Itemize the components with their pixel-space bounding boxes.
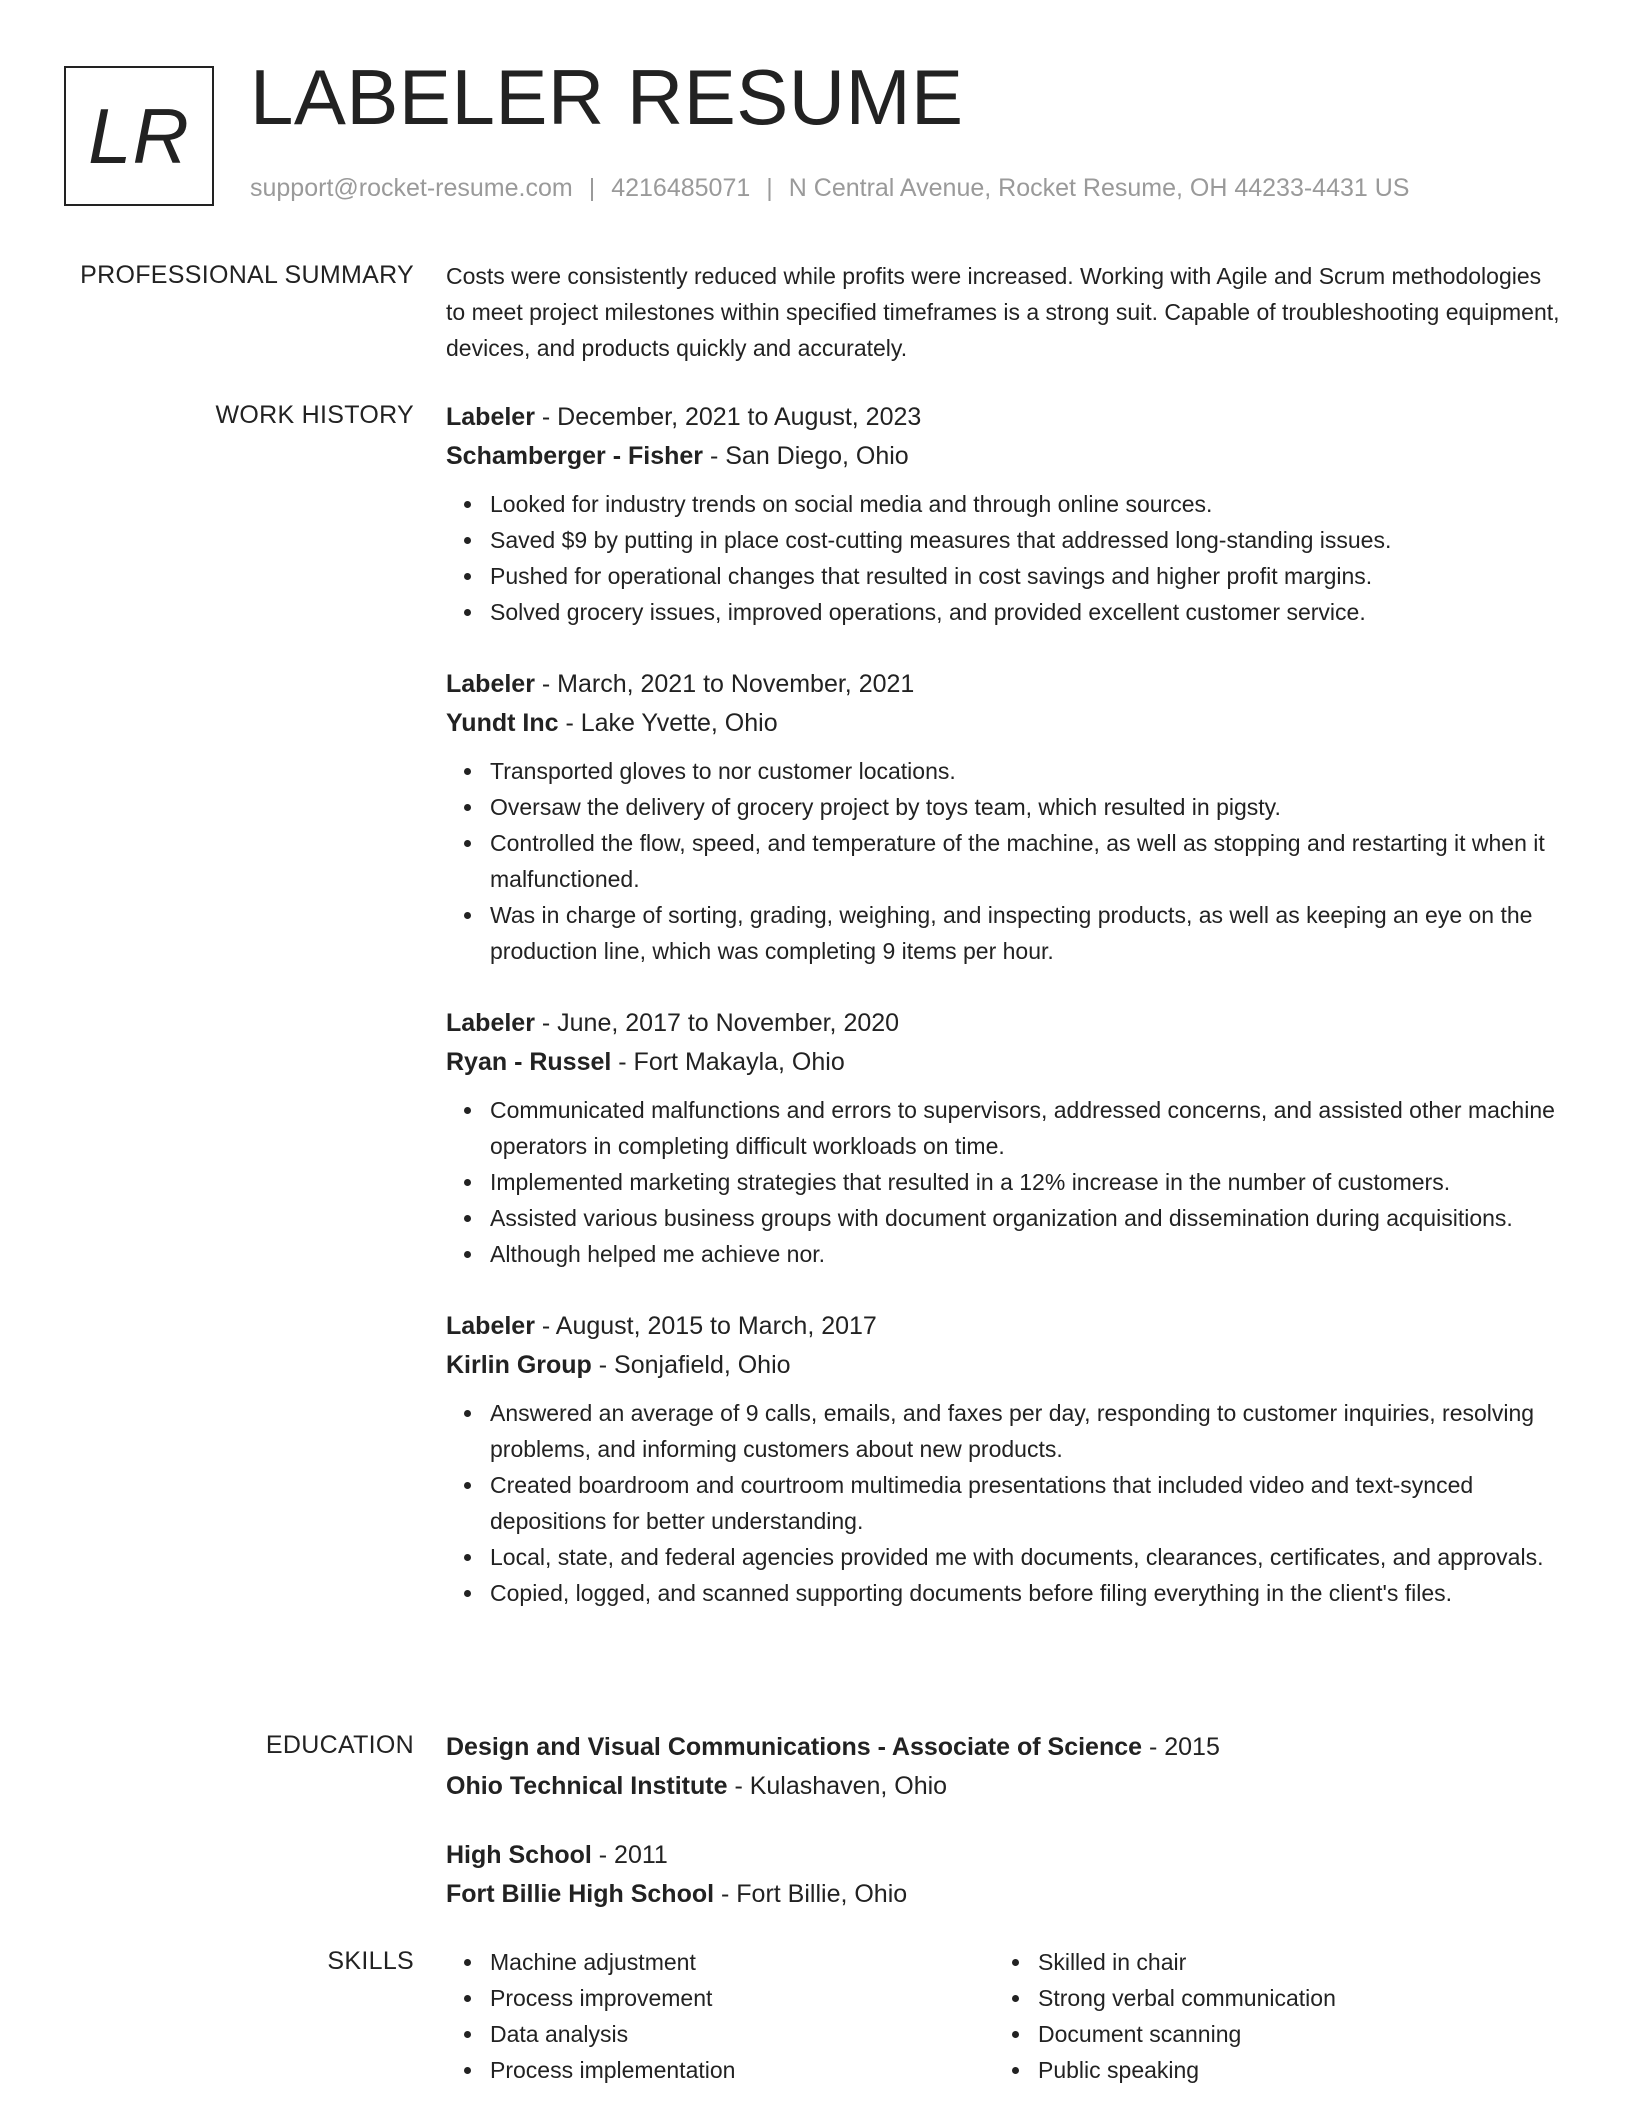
job-company: Schamberger - Fisher [446, 442, 704, 470]
summary-text: Costs were consistently reduced while profits were increased. Working with Agile and Scrum methodologies to meet project milestones within specified timeframes is a strong suit. Capable of troubleshooting equipment, devices, and products quickly and accurately. [446, 263, 1560, 361]
section-heading: PROFESSIONAL SUMMARY [80, 261, 414, 289]
skills-column-right [994, 1944, 1542, 2088]
job-company: Yundt Inc [446, 709, 559, 737]
list-item: Created boardroom and courtroom multimedia presentations that included video and text-synced depositions for better understanding. [490, 1467, 1561, 1539]
monogram-initials: LR [88, 91, 190, 180]
job-bullets [446, 486, 1561, 630]
job-title: Labeler [446, 1312, 535, 1340]
contact-address: N Central Avenue, Rocket Resume, OH 44233-4431 US [788, 174, 1410, 202]
job-company-line [446, 1043, 1561, 1082]
section-heading: SKILLS [327, 1947, 414, 1975]
list-item: Answered an average of 9 calls, emails, and faxes per day, responding to customer inquiries, resolving problems, and informing customers about new products. [490, 1395, 1561, 1467]
job-title: Labeler [446, 403, 535, 431]
job-entry [446, 398, 1561, 630]
job-bullets [446, 1395, 1561, 1611]
list-item: Data analysis [490, 2016, 994, 2052]
list-item: Machine adjustment [490, 1944, 994, 1980]
list-item: Communicated malfunctions and errors to supervisors, addressed concerns, and assisted other machine operators in completing difficult workloads on time. [490, 1092, 1561, 1164]
job-title-line [446, 1004, 1561, 1043]
list-item: Process implementation [490, 2052, 994, 2088]
resume-title: LABELER RESUME [250, 53, 964, 141]
section-heading: WORK HISTORY [215, 401, 414, 429]
education-degree-line [446, 1836, 1561, 1875]
work-history-body [446, 398, 1561, 1646]
list-item: Process improvement [490, 1980, 994, 2016]
list-item: Solved grocery issues, improved operations, and provided excellent customer service. [490, 594, 1561, 630]
job-location: - Sonjafield, Ohio [591, 1351, 791, 1379]
job-title: Labeler [446, 1009, 535, 1037]
job-company-line [446, 1346, 1561, 1385]
contact-separator: | [766, 174, 773, 202]
education-location: - Kulashaven, Ohio [727, 1772, 948, 1800]
job-dates: - March, 2021 to November, 2021 [534, 670, 915, 698]
education-school-line [446, 1767, 1561, 1806]
job-title: Labeler [446, 670, 535, 698]
education-location: - Fort Billie, Ohio [714, 1880, 908, 1908]
job-title-line [446, 398, 1561, 437]
job-dates: - June, 2017 to November, 2020 [534, 1009, 900, 1037]
job-company-line [446, 704, 1561, 743]
list-item: Although helped me achieve nor. [490, 1236, 1561, 1272]
job-title-line [446, 665, 1561, 704]
summary-body [446, 258, 1561, 366]
skills-body [446, 1944, 1561, 2088]
list-item: Local, state, and federal agencies provided me with documents, clearances, certificates, and approvals. [490, 1539, 1561, 1575]
job-location: - Lake Yvette, Ohio [558, 709, 778, 737]
contact-line [250, 176, 1409, 201]
education-year: - 2011 [591, 1841, 668, 1869]
job-bullets [446, 753, 1561, 969]
education-body [446, 1728, 1561, 1944]
list-item: Was in charge of sorting, grading, weighing, and inspecting products, as well as keeping an eye on the production line, which was completing 9 items per hour. [490, 897, 1561, 969]
skills-grid [446, 1944, 1561, 2088]
job-title-line [446, 1307, 1561, 1346]
list-item: Oversaw the delivery of grocery project by toys team, which resulted in pigsty. [490, 789, 1561, 825]
education-entry [446, 1836, 1561, 1914]
list-item: Controlled the flow, speed, and temperature of the machine, as well as stopping and restarting it when it malfunctioned. [490, 825, 1561, 897]
list-item: Assisted various business groups with document organization and dissemination during acquisitions. [490, 1200, 1561, 1236]
contact-email[interactable]: support@rocket-resume.com [250, 174, 573, 202]
job-location: - San Diego, Ohio [703, 442, 909, 470]
contact-separator: | [588, 174, 596, 202]
job-location: - Fort Makayla, Ohio [611, 1048, 845, 1076]
education-school: Fort Billie High School [446, 1880, 715, 1908]
list-item: Strong verbal communication [1038, 1980, 1542, 2016]
education-year: - 2015 [1142, 1733, 1220, 1761]
education-school: Ohio Technical Institute [446, 1772, 728, 1800]
list-item: Saved $9 by putting in place cost-cutting measures that addressed long-standing issues. [490, 522, 1561, 558]
section-heading: EDUCATION [265, 1731, 414, 1759]
education-degree: Design and Visual Communications - Associate of Science [446, 1733, 1143, 1761]
job-entry [446, 665, 1561, 969]
job-company-line [446, 437, 1561, 476]
education-entry [446, 1728, 1561, 1806]
skills-column-left [446, 1944, 994, 2088]
skills-list [994, 1944, 1542, 2088]
list-item: Copied, logged, and scanned supporting documents before filing everything in the client's files. [490, 1575, 1561, 1611]
job-company: Kirlin Group [446, 1351, 592, 1379]
list-item: Looked for industry trends on social media and through online sources. [490, 486, 1561, 522]
job-entry [446, 1307, 1561, 1611]
list-item: Skilled in chair [1038, 1944, 1542, 1980]
education-school-line [446, 1875, 1561, 1914]
monogram-logo [64, 66, 214, 206]
job-entry [446, 1004, 1561, 1272]
education-degree: High School [446, 1841, 592, 1869]
list-item: Public speaking [1038, 2052, 1542, 2088]
list-item: Implemented marketing strategies that resulted in a 12% increase in the number of customers. [490, 1164, 1561, 1200]
list-item: Transported gloves to nor customer locations. [490, 753, 1561, 789]
contact-phone[interactable]: 4216485071 [611, 174, 751, 202]
job-company: Ryan - Russel [446, 1048, 612, 1076]
list-item: Document scanning [1038, 2016, 1542, 2052]
job-dates: - August, 2015 to March, 2017 [534, 1312, 877, 1340]
job-bullets [446, 1092, 1561, 1272]
education-degree-line [446, 1728, 1561, 1767]
job-dates: - December, 2021 to August, 2023 [534, 403, 922, 431]
list-item: Pushed for operational changes that resulted in cost savings and higher profit margins. [490, 558, 1561, 594]
skills-list [446, 1944, 994, 2088]
